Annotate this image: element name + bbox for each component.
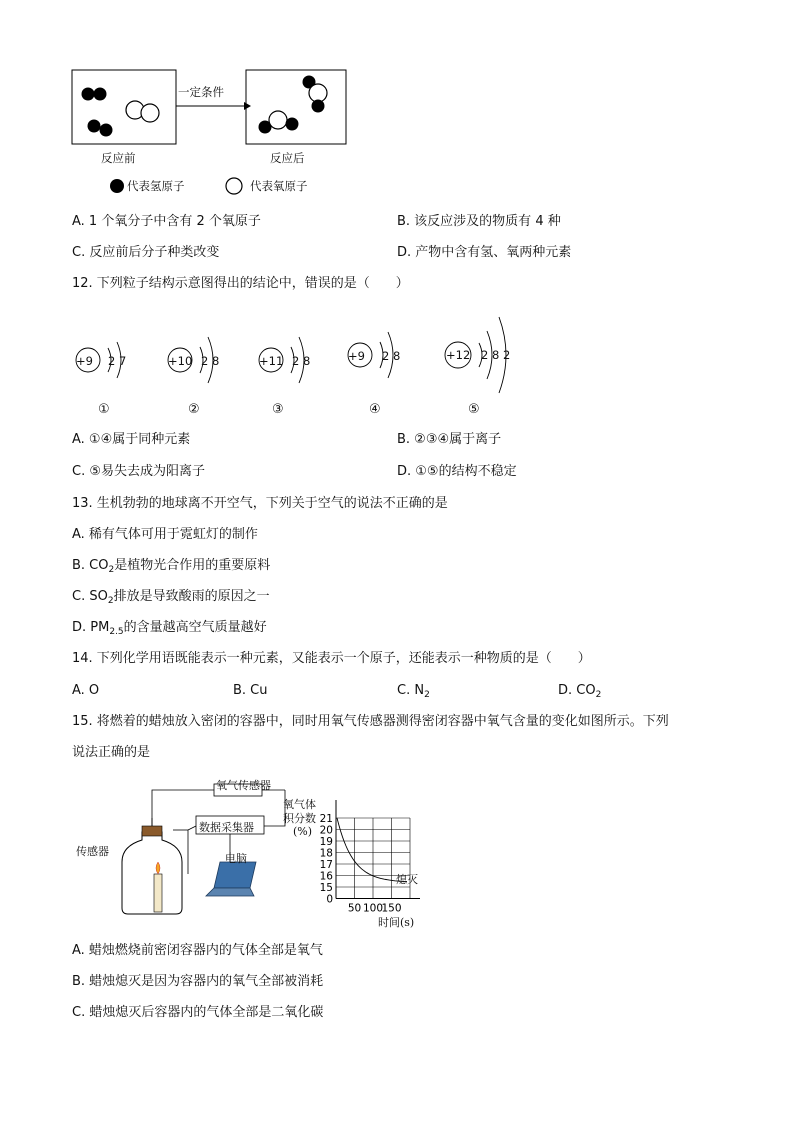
q12-option-a: A. ①④属于同种元素 [72, 432, 191, 447]
q14-option-d: D. $CO_2$ [558, 683, 602, 700]
chart-xtick-label: 150 [381, 902, 402, 915]
q11-option-c: C. 反应前后分子种类改变 [72, 245, 220, 260]
q15-stem-line2: 说法正确的是 [72, 745, 151, 760]
q13-option-c: C. $SO_2$排放是导致酸雨的原因之一 [72, 589, 270, 606]
chart-ytick-label: 20 [319, 824, 333, 837]
chart-xtick-label: 100 [362, 902, 384, 915]
q13-option-d: D. $PM_{2.5}$的含量越高空气质量越好 [72, 620, 267, 637]
atom-2-nucleus: +10 [168, 354, 193, 368]
q15-option-b: B. 蜡烛熄灭是因为容器内的氧气全部被消耗 [72, 974, 324, 989]
legend-oxygen: 代表氧原子 [250, 179, 308, 193]
atom-2-shells: 2 8 [201, 354, 220, 368]
atom-4-index: ④ [369, 402, 381, 417]
chart-xtick-label: 50 [347, 902, 362, 915]
chart-xlabel: 时间(s) [378, 916, 415, 929]
before-box [72, 70, 176, 144]
q12-option-d: D. ①⑤的结构不稳定 [397, 464, 517, 479]
bottle [122, 832, 182, 914]
q12-option-c: C. ⑤易失去成为阳离子 [72, 464, 205, 479]
candle [154, 874, 162, 912]
chart-ytick-label: 18 [319, 847, 333, 860]
stopper [142, 826, 162, 836]
atom-4-nucleus: +9 [348, 349, 365, 363]
chart-ytick-label: 15 [319, 882, 333, 894]
atom-1-index: ① [98, 402, 110, 417]
atom-3-index: ③ [272, 402, 284, 417]
q13-option-a: A. 稀有气体可用于霓虹灯的制作 [72, 527, 258, 542]
chart-ytick-label: 21 [319, 813, 333, 825]
oxygen-chart [300, 790, 430, 930]
atom-1-nucleus: +9 [76, 354, 93, 368]
atom-2-index: ② [188, 402, 200, 417]
q14-option-a: A. O [72, 683, 100, 698]
atom-3-shells: 2 8 [292, 354, 311, 368]
atom-3-nucleus: +11 [259, 354, 284, 368]
chart-ytick-label: 19 [319, 836, 333, 848]
atom-5-index: ⑤ [468, 402, 480, 417]
after-label: 反应后 [270, 151, 305, 165]
chart-ylabel-3: (%) [293, 825, 313, 838]
data-collector-label: 数据采集器 [199, 821, 254, 834]
q12-stem: 12. 下列粒子结构示意图得出的结论中，错误的是（ ） [72, 276, 409, 291]
chart-ytick-label: 16 [319, 870, 333, 883]
q14-option-c: C. $N_2$ [397, 683, 430, 700]
atom-5-shells: 2 8 2 [481, 348, 511, 362]
atom-5-nucleus: +12 [446, 348, 471, 362]
after-box [246, 70, 346, 144]
q11-option-d: D. 产物中含有氢、氧两种元素 [397, 245, 572, 260]
q12-option-b: B. ②③④属于离子 [397, 432, 502, 447]
before-label: 反应前 [101, 151, 136, 165]
chart-ytick-label: 0 [326, 893, 333, 906]
oxygen-atom-icon [224, 176, 246, 198]
atom-4-shells: 2 8 [382, 349, 401, 363]
oxygen-sensor-label: 氧气传感器 [216, 779, 271, 792]
q13-option-b: B. $CO_2$是植物光合作用的重要原料 [72, 558, 271, 575]
q15-option-c: C. 蜡烛熄灭后容器内的气体全部是二氧化碳 [72, 1005, 324, 1020]
condition-label: 一定条件 [178, 85, 224, 99]
q15-stem-line1: 15. 将燃着的蜡烛放入密闭的容器中，同时用氧气传感器测得密闭容器中氧气含量的变化如图所示。下列 [72, 714, 669, 729]
chart-ytick-label: 17 [319, 859, 333, 871]
atom-1-shells: 2 7 [108, 354, 127, 368]
q13-stem: 13. 生机勃勃的地球离不开空气，下列关于空气的说法不正确的是 [72, 496, 448, 511]
q14-option-b: B. Cu [233, 683, 268, 698]
hydrogen-atom-icon [108, 176, 128, 196]
chart-ylabel-1: 氧气体 [283, 798, 316, 811]
laptop-keyboard [206, 888, 254, 896]
chart-ylabel-2: 积分数 [283, 812, 316, 825]
legend-hydrogen: 代表氢原子 [127, 179, 185, 193]
sensor-label: 传感器 [76, 845, 109, 858]
q15-option-a: A. 蜡烛燃烧前密闭容器内的气体全部是氧气 [72, 943, 323, 958]
extinguish-label: 熄灭 [396, 873, 418, 886]
computer-label: 电脑 [225, 852, 247, 865]
q11-option-a: A. 1 个氧分子中含有 2 个氧原子 [72, 214, 261, 229]
q11-option-b: B. 该反应涉及的物质有 4 种 [397, 214, 561, 229]
q14-stem: 14. 下列化学用语既能表示一种元素，又能表示一个原子，还能表示一种物质的是（ ） [72, 651, 591, 666]
reaction-diagram [60, 62, 360, 202]
